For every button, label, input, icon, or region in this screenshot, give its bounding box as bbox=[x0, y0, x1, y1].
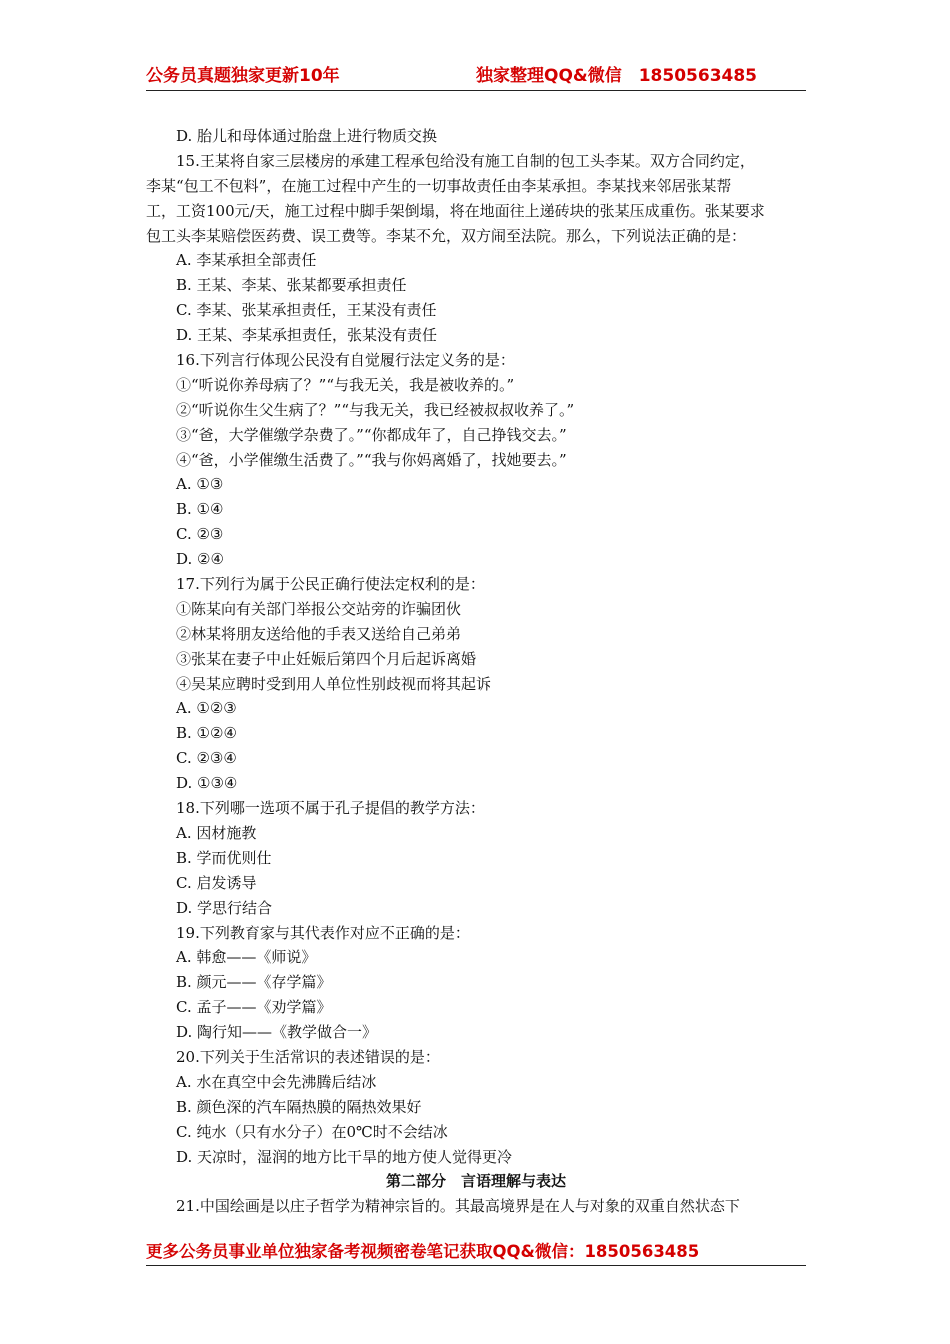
section-heading: 第二部分 言语理解与表达 bbox=[385, 1172, 566, 1191]
q20-option: A. 水在真空中会先沸腾后结冰 bbox=[176, 1072, 377, 1091]
q18-option: A. 因材施教 bbox=[176, 823, 257, 842]
q17-option: C. ②③④ bbox=[176, 749, 237, 768]
q16-item: ③“爸，大学催缴学杂费了。”“你都成年了，自己挣钱交去。” bbox=[176, 425, 567, 444]
q16-option: A. ①③ bbox=[176, 475, 224, 494]
q17-stem: 17.下列行为属于公民正确行使法定权利的是： bbox=[176, 575, 485, 594]
page-footer: 更多公务员事业单位独家备考视频密卷笔记获取QQ&微信：1850563485 bbox=[146, 1239, 806, 1266]
question-18 bbox=[176, 796, 806, 920]
q16-stem: 16.下列言行体现公民没有自觉履行法定义务的是： bbox=[176, 351, 515, 370]
q16-item: ④“爸，小学催缴生活费了。”“我与你妈离婚了，找她要去。” bbox=[176, 450, 567, 469]
q18-option: D. 学思行结合 bbox=[176, 898, 273, 917]
q16-option: D. ②④ bbox=[176, 550, 224, 569]
q15-stem-line: 李某“包工不包料”，在施工过程中产生的一切事故责任由李某承担。李某找来邻居张某帮 bbox=[146, 176, 732, 195]
q20-option: D. 天凉时，湿润的地方比干旱的地方使人觉得更冷 bbox=[176, 1147, 513, 1166]
q21-stem-line: 21.中国绘画是以庄子哲学为精神宗旨的。其最高境界是在人与对象的双重自然状态下 bbox=[176, 1197, 740, 1216]
question-20 bbox=[176, 1045, 806, 1169]
question-19 bbox=[176, 921, 806, 1045]
document-body bbox=[146, 124, 806, 1219]
q17-item: ④吴某应聘时受到用人单位性别歧视而将其起诉 bbox=[176, 674, 492, 693]
q17-option: B. ①②④ bbox=[176, 724, 237, 743]
q15-stem-line: 包工头李某赔偿医药费、误工费等。李某不允，双方闹至法院。那么，下列说法正确的是： bbox=[146, 226, 747, 245]
q17-option: A. ①②③ bbox=[176, 699, 237, 718]
q17-item: ③张某在妻子中止妊娠后第四个月后起诉离婚 bbox=[176, 649, 477, 668]
q20-option: B. 颜色深的汽车隔热膜的隔热效果好 bbox=[176, 1097, 422, 1116]
q15-option: A. 李某承担全部责任 bbox=[176, 251, 317, 270]
q16-item: ②“听说你生父生病了？”“与我无关，我已经被叔叔收养了。” bbox=[176, 400, 575, 419]
q19-option: D. 陶行知——《教学做合一》 bbox=[176, 1023, 378, 1042]
q20-option: C. 纯水（只有水分子）在0℃时不会结冰 bbox=[176, 1122, 448, 1141]
q19-option: A. 韩愈——《师说》 bbox=[176, 948, 317, 967]
header-title: 公务员真题独家更新10年 bbox=[146, 66, 340, 86]
q19-option: C. 孟子——《劝学篇》 bbox=[176, 998, 332, 1017]
q18-option: B. 学而优则仕 bbox=[176, 848, 272, 867]
q19-option: B. 颜元——《存学篇》 bbox=[176, 973, 332, 992]
question-15 bbox=[146, 149, 806, 348]
page-header bbox=[146, 62, 806, 91]
header-contact: 独家整理QQ&微信 1850563485 bbox=[476, 66, 758, 86]
q17-item: ①陈某向有关部门举报公交站旁的诈骗团伙 bbox=[176, 599, 462, 618]
q15-stem-line: 15.王某将自家三层楼房的承建工程承包给没有施工自制的包工头李某。双方合同约定， bbox=[176, 151, 755, 170]
q17-item: ②林某将朋友送给他的手表又送给自己弟弟 bbox=[176, 624, 462, 643]
q15-stem-line: 工，工资100元/天，施工过程中脚手架倒塌，将在地面往上递砖块的张某压成重伤。张某要求 bbox=[146, 201, 765, 220]
question-16 bbox=[176, 348, 806, 572]
question-17 bbox=[176, 572, 806, 796]
q16-option: C. ②③ bbox=[176, 525, 224, 544]
q20-stem: 20.下列关于生活常识的表述错误的是： bbox=[176, 1047, 440, 1066]
q15-option: C. 李某、张某承担责任，王某没有责任 bbox=[176, 301, 437, 320]
q16-item: ①“听说你养母病了？”“与我无关，我是被收养的。” bbox=[176, 375, 515, 394]
q15-option: B. 王某、李某、张某都要承担责任 bbox=[176, 276, 407, 295]
q16-option: B. ①④ bbox=[176, 500, 224, 519]
q18-stem: 18.下列哪一选项不属于孔子提倡的教学方法： bbox=[176, 799, 485, 818]
q15-option: D. 王某、李某承担责任，张某没有责任 bbox=[176, 326, 438, 345]
q17-option: D. ①③④ bbox=[176, 774, 238, 793]
q19-stem: 19.下列教育家与其代表作对应不正确的是： bbox=[176, 923, 470, 942]
q18-option: C. 启发诱导 bbox=[176, 873, 257, 892]
q14-option-d: D. 胎儿和母体通过胎盘上进行物质交换 bbox=[176, 127, 438, 145]
